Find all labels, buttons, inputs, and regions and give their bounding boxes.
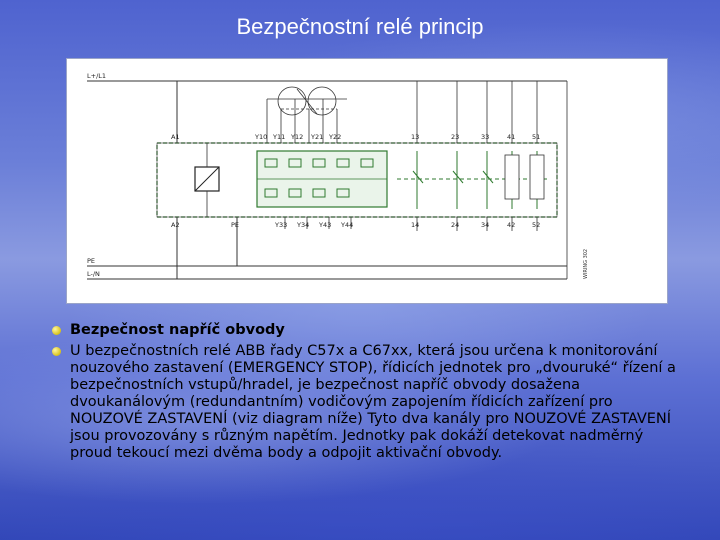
terminal-41: 41 xyxy=(507,133,516,141)
slide-title: Bezpečnostní relé princip xyxy=(236,14,484,39)
bullet-list xyxy=(52,322,682,466)
terminal-y12: Y12 xyxy=(291,133,304,141)
terminal-34: 34 xyxy=(481,221,490,229)
terminal-24: 24 xyxy=(451,221,460,229)
terminal-y44: Y44 xyxy=(341,221,354,229)
bullet-text: U bezpečnostních relé ABB řady C57x a C67xx, která jsou určena k monitorování nouzového zastavení (EMERGENCY STOP), řídicích jednotek pro „dvouruké“ řízení a bezpečnostních vstupů/hradel, je bezpečnost napříč obvody dosažena dvoukanálovým (redundantním) vodičovým zapojením řídicích zařízení pro NOUZOVÉ ZASTAVENÍ (viz diagram níže) Tyto dva kanály pro NOUZOVÉ ZASTAVENÍ jsou provozovány s různým napětím. Jednotky pak dokáží detekovat nadměrný proud tekoucí mezi dvěma body a odpojit aktivační obvody. xyxy=(70,343,676,461)
terminal-y11: Y11 xyxy=(273,133,286,141)
label-n: L-/N xyxy=(87,270,100,278)
wiring-diagram-svg xyxy=(67,59,667,303)
terminal-y10: Y10 xyxy=(255,133,268,141)
bullet-text: Bezpečnost napříč obvody xyxy=(70,322,285,338)
terminal-y34: Y34 xyxy=(297,221,310,229)
terminal-33: 33 xyxy=(481,133,490,141)
bullet-item-heading xyxy=(52,322,682,339)
terminal-a2: A2 xyxy=(171,221,180,229)
bullet-item-body xyxy=(52,343,682,462)
label-pe: PE xyxy=(87,257,96,265)
terminal-a1: A1 xyxy=(171,133,180,141)
terminal-y43: Y43 xyxy=(319,221,332,229)
wiring-diagram xyxy=(66,58,668,304)
terminal-y22: Y22 xyxy=(329,133,342,141)
terminal-pe: PE xyxy=(231,221,240,229)
side-code: WIRING 302 xyxy=(583,248,589,279)
bullet-dot-icon xyxy=(52,326,61,335)
terminal-52: 52 xyxy=(532,221,541,229)
label-l1: L+/L1 xyxy=(87,72,107,80)
terminal-y33: Y33 xyxy=(275,221,288,229)
terminal-51: 51 xyxy=(532,133,541,141)
terminal-13: 13 xyxy=(411,133,420,141)
terminal-23: 23 xyxy=(451,133,460,141)
terminal-42: 42 xyxy=(507,221,516,229)
terminal-y21: Y21 xyxy=(311,133,324,141)
bullet-dot-icon xyxy=(52,347,61,356)
terminal-14: 14 xyxy=(411,221,420,229)
